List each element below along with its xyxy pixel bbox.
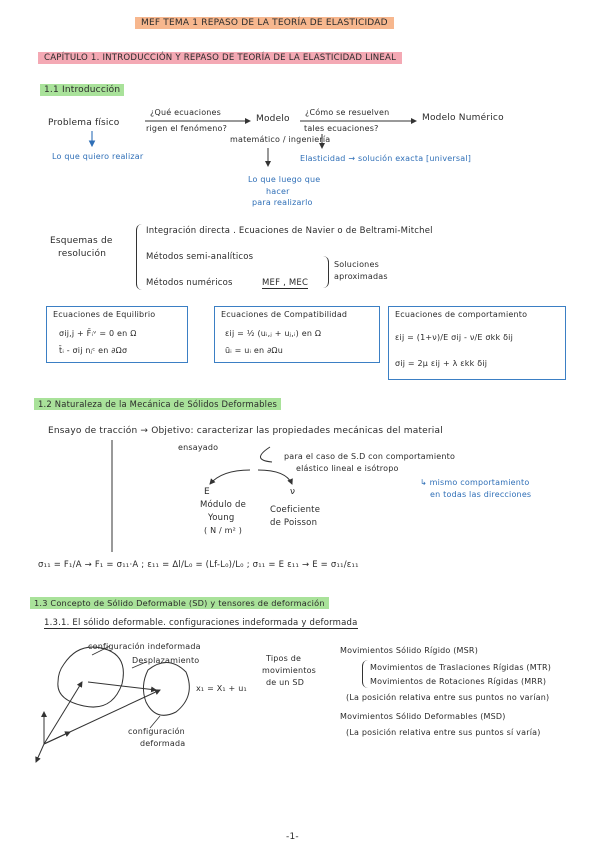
arrow-to-E [210,470,250,484]
question-tales: tales ecuaciones? [304,124,379,133]
compatibilidad-title: Ecuaciones de Compatibilidad [221,310,348,319]
todas-direcciones: en todas las direcciones [430,490,532,499]
compatibilidad-eq1: εij = ½ (uᵢ,ⱼ + uⱼ,ᵢ) en Ω [225,329,322,338]
metodo-integracion: Integración directa . Ecuaciones de Navier o de Beltrami-Mitchel [146,226,433,236]
x-relation: x₁ = X₁ + u₁ [196,684,247,693]
compatibilidad-eq2: ūᵢ = uᵢ en ∂Ωu [225,346,283,355]
coeficiente-1: Coeficiente [270,505,321,515]
mov-no-varian: (La posición relativa entre sus puntos no varían) [346,693,550,702]
para-caso: para el caso de S.D con comportamiento [284,452,456,461]
arrow-to-nu [258,470,292,484]
comportamiento-eq1: εij = (1+ν)/E σij - ν/E σkk δij [395,333,514,342]
page-title: MEF TEMA 1 REPASO DE LA TEORÍA DE ELASTICIDAD [135,18,394,28]
elastico-lineal: elástico lineal e isótropo [296,464,399,473]
luego-2: hacer [266,187,290,196]
mov-solido-rigido: Movimientos Sólido Rígido (MSR) [340,646,479,655]
leader-deformada [150,716,160,728]
esquemas-1: Esquemas de [50,236,113,246]
mov-si-varia: (La posición relativa entre sus puntos sí varía) [346,728,541,737]
question-resolver: ¿Cómo se resuelven [305,108,390,117]
ensayo-traccion: Ensayo de tracción → Objetivo: caracterizar las propiedades mecánicas del material [48,426,443,436]
elasticidad-solucion: Elasticidad → solución exacta [universal] [300,154,472,163]
subsection-1-3-1: 1.3.1. El sólido deformable. configuraciones indeformada y deformada [44,618,358,628]
body-undeformed [58,647,124,707]
coeficiente-2: de Poisson [270,518,318,528]
question-ecuaciones: ¿Qué ecuaciones [150,108,222,117]
traccion-formulas: σ₁₁ = F₁/A → F₁ = σ₁₁·A ; ε₁₁ = Δl/L₀ = (Lf-L₀)/L₀ ; σ₁₁ = E ε₁₁ → E = σ₁₁/ε₁₁ [38,560,359,570]
tipos-2: movimientos [262,666,317,675]
mov-rotaciones: Movimientos de Rotaciones Rígidas (MRR) [370,677,547,686]
mov-deformables: Movimientos Sólido Deformables (MSD) [340,712,506,721]
soluciones-1: Soluciones [334,260,379,269]
metodo-mef-mec: MEF , MEC [262,278,309,288]
metodo-semianaliticos: Métodos semi-analíticos [146,252,254,262]
leader-desplazamiento [132,662,146,668]
modelo-numerico: Modelo Numérico [422,113,504,123]
para-hook [260,447,272,462]
modulo-1: Módulo de [200,500,247,510]
mov-traslaciones: Movimientos de Traslaciones Rígidas (MTR) [370,663,552,672]
label-config-deformada-2: deformada [140,739,186,748]
equilibrio-title: Ecuaciones de Equilibrio [53,310,156,319]
section-1-3-heading: 1.3 Concepto de Sólido Deformable (SD) y tensores de deformación [30,598,329,608]
comportamiento-eq2: σij = 2μ εij + λ εkk δij [395,359,488,368]
lo-que-quiero: Lo que quiero realizar [52,152,144,161]
label-config-indeformada: configuración indeformada [88,642,201,651]
chapter-title: CAPÍTULO 1. INTRODUCCIÓN Y REPASO DE TEORÍA DE LA ELASTICIDAD LINEAL [38,53,402,63]
label-desplazamiento: Desplazamiento [132,656,200,665]
section-1-2-heading: 1.2 Naturaleza de la Mecánica de Sólidos Deformables [34,399,281,409]
modulo-3: ( N / m² ) [204,526,243,535]
symbol-E: E [204,487,210,497]
luego-1: Lo que luego que [248,175,321,184]
metodo-numericos: Métodos numéricos [146,278,233,288]
mismo-comportamiento: ↳ mismo comportamiento [420,478,530,487]
modulo-2: Young [208,513,235,523]
tipos-1: Tipos de [266,654,302,663]
comportamiento-title: Ecuaciones de comportamiento [395,310,528,319]
problema-fisico: Problema físico [48,118,120,128]
esquemas-2: resolución [58,249,107,259]
matematico-ingenieria: matemático / ingeniería [230,135,331,144]
label-config-deformada-1: configuración [128,727,185,736]
question-fenomeno: rigen el fenómeno? [146,124,228,133]
axis-e1 [36,744,44,762]
ensayado: ensayado [178,443,219,452]
equilibrio-eq1: σij,j + F̄ᵢᵛ = 0 en Ω [59,329,137,338]
luego-3: para realizarlo [252,198,313,207]
page-number: -1- [286,832,299,842]
symbol-nu: ν [290,487,296,497]
section-1-1-heading: 1.1 Introducción [40,85,124,95]
soluciones-2: aproximadas [334,272,388,281]
equilibrio-eq2: t̄ᵢ - σij nⱼᶜ en ∂Ωσ [59,346,128,355]
tipos-3: de un SD [266,678,305,687]
modelo-label: Modelo [256,114,290,124]
